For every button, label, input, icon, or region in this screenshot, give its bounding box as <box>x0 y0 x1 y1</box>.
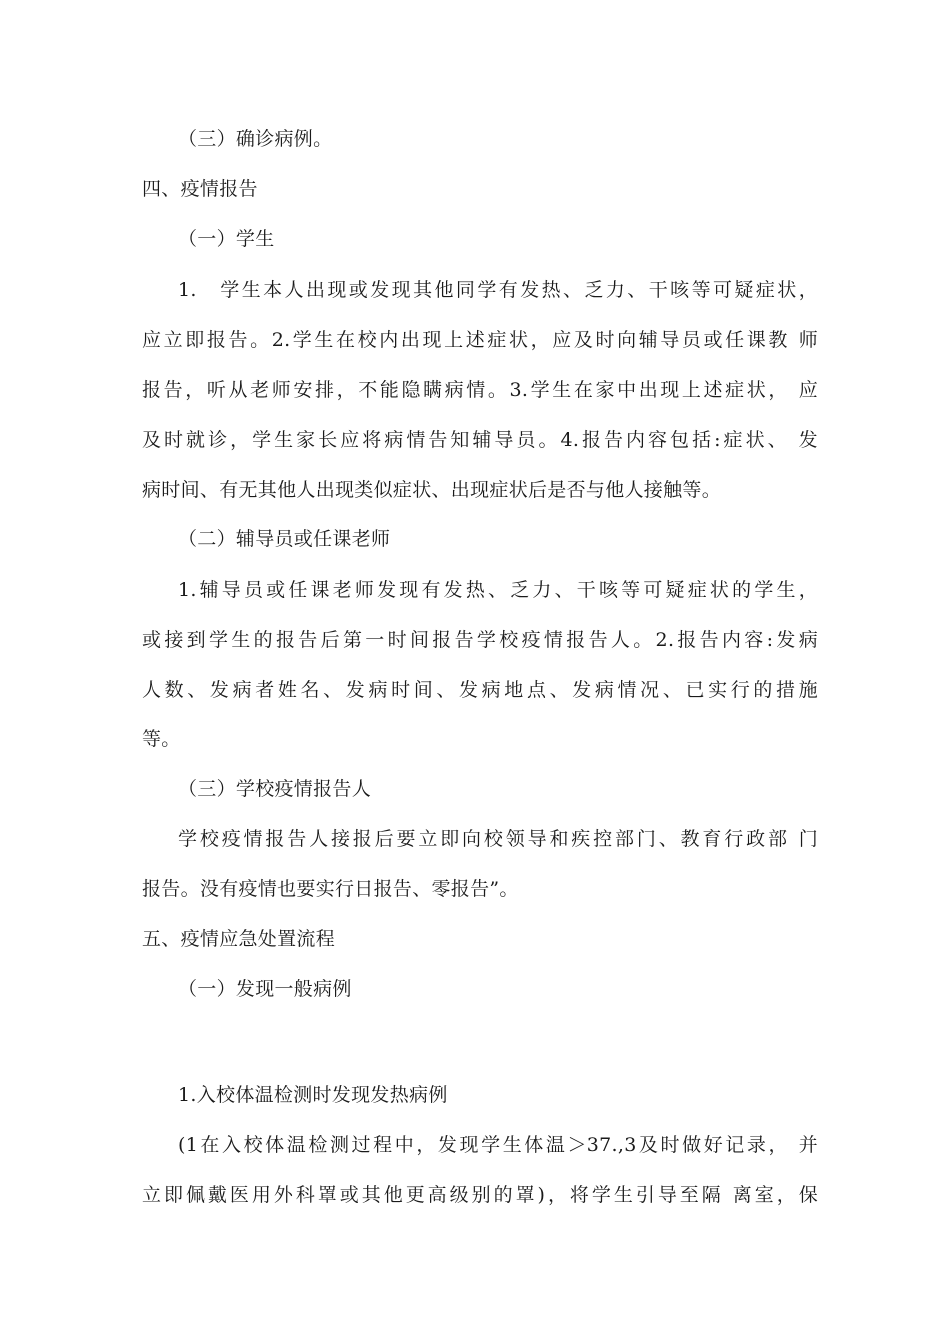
paragraph-line: 及时就诊，学生家长应将病情告知辅导员。4.报告内容包括:症状、 发 <box>142 429 818 451</box>
paragraph-line: 应立即报告。2.学生在校内出现上述症状，应及时向辅导员或任课教 师 <box>142 329 818 351</box>
paragraph-line: 1. 学生本人出现或发现其他同学有发热、乏力、干咳等可疑症状， <box>178 279 818 301</box>
paragraph-line: 人数、发病者姓名、发病时间、发病地点、发病情况、已实行的措施 <box>142 679 818 701</box>
paragraph-line: 病时间、有无其他人出现类似症状、出现症状后是否与他人接触等。 <box>142 479 722 501</box>
subsection-heading-school-reporter: （三）学校疫情报告人 <box>178 778 372 800</box>
paragraph-line: 等。 <box>142 728 181 750</box>
paragraph-line: 立即佩戴医用外科罩或其他更高级别的罩)，将学生引导至隔 离室，保 <box>142 1184 818 1206</box>
subsection-heading-counselor: （二）辅导员或任课老师 <box>178 528 391 550</box>
paragraph-line: 报告。没有疫情也要实行日报告、零报告”。 <box>142 878 519 900</box>
paragraph-line: (1在入校体温检测过程中，发现学生体温＞37.,3及时做好记录， 并 <box>178 1134 818 1156</box>
subsection-heading-confirmed-cases: （三）确诊病例。 <box>178 128 333 150</box>
subsection-heading-general-cases: （一）发现一般病例 <box>178 978 352 1000</box>
section-heading-emergency-process: 五、疫情应急处置流程 <box>142 928 336 950</box>
paragraph-line: 报告，听从老师安排，不能隐瞒病情。3.学生在家中出现上述症状， 应 <box>142 379 818 401</box>
paragraph-line: 学校疫情报告人接报后要立即向校领导和疾控部门、教育行政部 门 <box>178 828 818 850</box>
section-heading-epidemic-report: 四、疫情报告 <box>142 178 258 200</box>
subsection-heading-students: （一）学生 <box>178 228 275 250</box>
paragraph-line: 1.辅导员或任课老师发现有发热、乏力、干咳等可疑症状的学生， <box>178 579 818 601</box>
item-heading-temperature-check: 1.入校体温检测时发现发热病例 <box>178 1084 448 1106</box>
paragraph-line: 或接到学生的报告后第一时间报告学校疫情报告人。2.报告内容:发病 <box>142 629 818 651</box>
